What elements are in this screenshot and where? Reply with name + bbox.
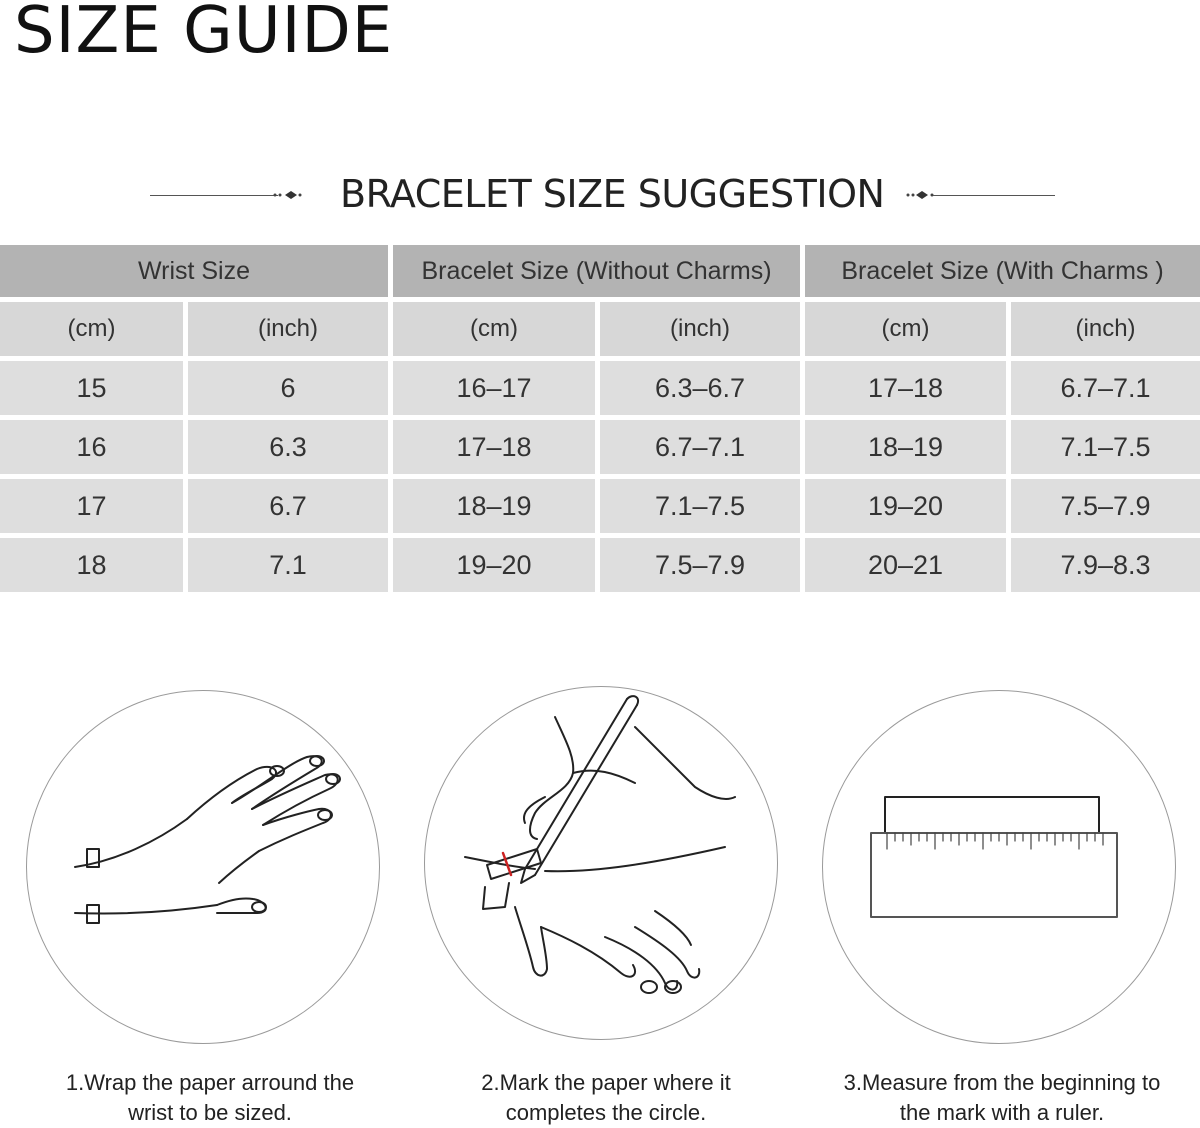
table-cell: 16–17: [393, 361, 600, 420]
table-cell: 7.1–7.5: [600, 479, 805, 538]
step-2-line-2: completes the circle.: [505, 1100, 707, 1125]
step-1-line-2: wrist to be sized.: [128, 1100, 292, 1125]
table-cell: 7.1–7.5: [1011, 420, 1200, 479]
pen-mark-icon: [425, 687, 777, 1039]
table-cell: 18–19: [805, 420, 1011, 479]
table-cell: 16: [0, 420, 188, 479]
table-cell: 17: [0, 479, 188, 538]
table-cell: 6.7–7.1: [1011, 361, 1200, 420]
unit-header: (inch): [600, 302, 805, 361]
table-cell: 19–20: [393, 538, 600, 597]
table-cell: 17–18: [805, 361, 1011, 420]
table-cell: 7.9–8.3: [1011, 538, 1200, 597]
group-header-without-charms: Bracelet Size (Without Charms): [393, 245, 805, 302]
page-title: SIZE GUIDE: [14, 0, 394, 68]
table-title: BRACELET SIZE SUGGESTION: [340, 172, 885, 216]
table-row: [0, 479, 1200, 538]
table-row: [0, 538, 1200, 597]
table-cell: 18–19: [393, 479, 600, 538]
table-cell: 20–21: [805, 538, 1011, 597]
step-1-illustration: [26, 690, 380, 1044]
unit-header: (cm): [0, 302, 188, 361]
table-row: [0, 361, 1200, 420]
unit-header-row: [0, 302, 1200, 361]
table-cell: 7.1: [188, 538, 393, 597]
step-3-line-2: the mark with a ruler.: [899, 1100, 1105, 1125]
step-2-line-1: 2.Mark the paper where it: [481, 1070, 731, 1095]
group-header-wrist: Wrist Size: [0, 245, 393, 302]
table-cell: 6.7–7.1: [600, 420, 805, 479]
table-cell: 6: [188, 361, 393, 420]
table-cell: 15: [0, 361, 188, 420]
unit-header: (cm): [805, 302, 1011, 361]
table-cell: 6.3–6.7: [600, 361, 805, 420]
group-header-with-charms: Bracelet Size (With Charms ): [805, 245, 1200, 302]
step-3-caption: [812, 1068, 1192, 1128]
step-1-line-1: 1.Wrap the paper arround the: [65, 1070, 355, 1095]
left-diamond-ornament: [272, 188, 302, 202]
table-cell: 7.5–7.9: [600, 538, 805, 597]
table-cell: 7.5–7.9: [1011, 479, 1200, 538]
group-header-row: [0, 245, 1200, 302]
table-cell: 17–18: [393, 420, 600, 479]
step-2-caption: [416, 1068, 796, 1128]
unit-header: (inch): [1011, 302, 1200, 361]
table-cell: 6.7: [188, 479, 393, 538]
table-row: [0, 420, 1200, 479]
right-divider-line: [933, 195, 1055, 196]
size-table: [0, 245, 1200, 597]
step-2-illustration: [424, 686, 778, 1040]
step-3-illustration: [822, 690, 1176, 1044]
left-divider-line: [150, 195, 278, 196]
unit-header: (cm): [393, 302, 600, 361]
hand-wrap-icon: [27, 691, 379, 1043]
table-cell: 19–20: [805, 479, 1011, 538]
step-1-caption: [20, 1068, 400, 1128]
step-3-line-1: 3.Measure from the beginning to: [843, 1070, 1161, 1095]
right-diamond-ornament: [905, 188, 935, 202]
unit-header: (inch): [188, 302, 393, 361]
table-cell: 18: [0, 538, 188, 597]
table-cell: 6.3: [188, 420, 393, 479]
ruler-icon: [823, 691, 1175, 1043]
